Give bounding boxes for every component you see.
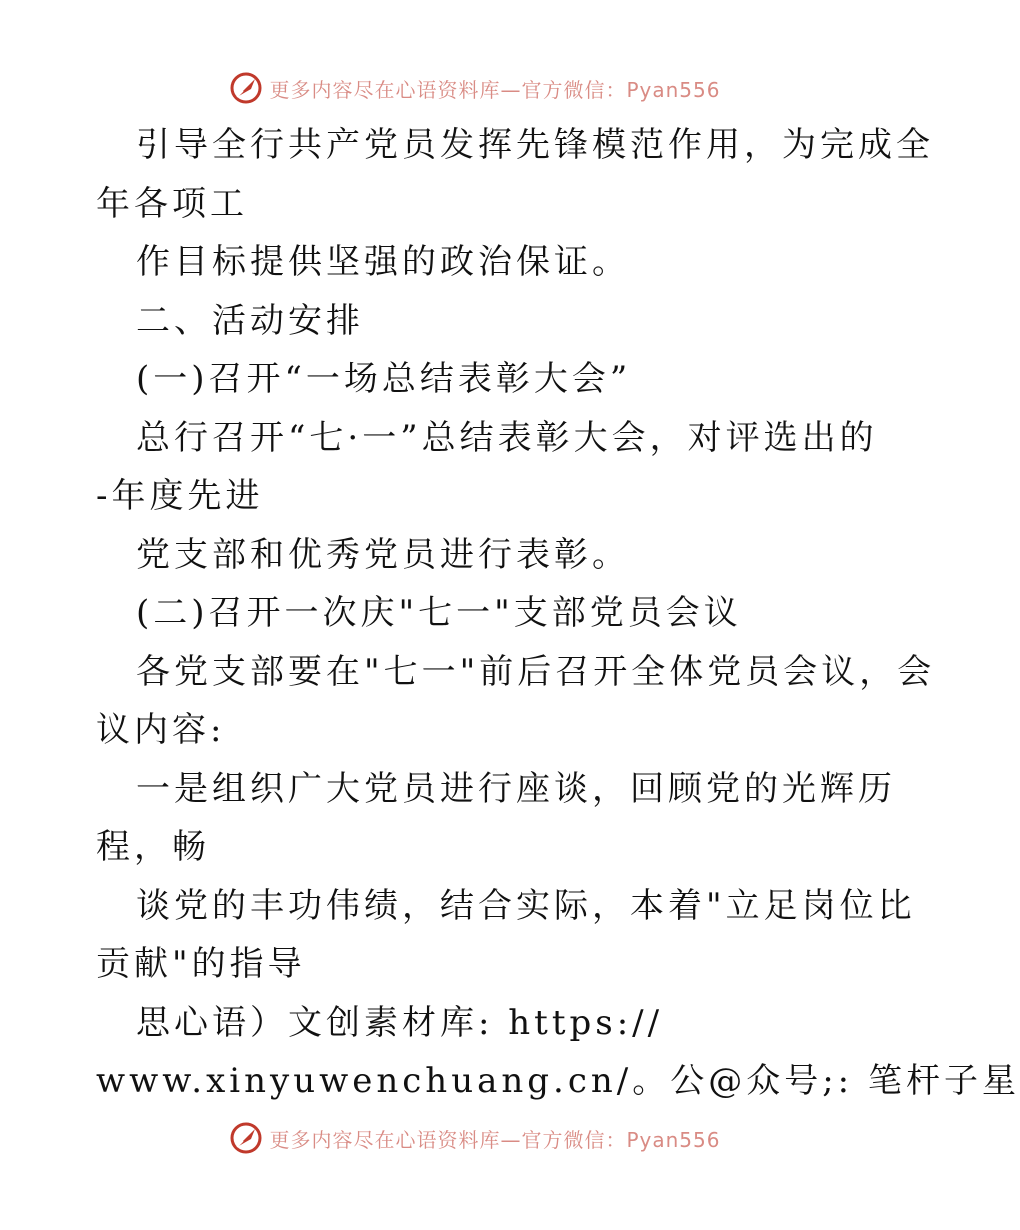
paragraph-line: www.xinyuwenchuang.cn/。公@众号;: 笔杆子星 (96, 1061, 1020, 1101)
watermark-text: 更多内容尽在心语资料库—官方微信：Pyan556 (269, 1127, 721, 1152)
subsection-heading: (一)召开“一场总结表彰大会” (136, 359, 632, 399)
watermark-text: 更多内容尽在心语资料库—官方微信：Pyan556 (269, 77, 721, 102)
paragraph-line: 引导全行共产党员发挥先锋模范作用，为完成全 (136, 125, 934, 165)
document-body (96, 116, 1020, 1111)
quill-logo-icon (229, 71, 263, 105)
watermark-footer (0, 1118, 950, 1158)
paragraph-line: 总行召开“七·一”总结表彰大会，对评选出的 (136, 417, 878, 458)
paragraph-line: 年各项工 (96, 183, 248, 224)
paragraph-line: 贡献"的指导 (96, 944, 306, 984)
paragraph-line: 党支部和优秀党员进行表彰。 (136, 534, 630, 575)
paragraph-line: 议内容: (96, 710, 226, 750)
paragraph-line: 一是组织广大党员进行座谈，回顾党的光辉历 (136, 768, 896, 809)
quill-logo-icon (229, 1121, 263, 1155)
section-heading: 二、活动安排 (136, 300, 364, 341)
watermark-header (0, 68, 950, 108)
paragraph-line: 程，畅 (96, 827, 210, 867)
subsection-heading: (二)召开一次庆"七一"支部党员会议 (136, 593, 742, 633)
paragraph-line: -年度先进 (96, 476, 264, 516)
paragraph-line: 作目标提供坚强的政治保证。 (136, 242, 630, 282)
paragraph-line: 思心语）文创素材库: https:// (136, 1002, 664, 1043)
paragraph-line: 谈党的丰功伟绩，结合实际，本着"立足岗位比 (136, 885, 916, 926)
paragraph-line: 各党支部要在"七一"前后召开全体党员会议，会 (136, 651, 936, 692)
